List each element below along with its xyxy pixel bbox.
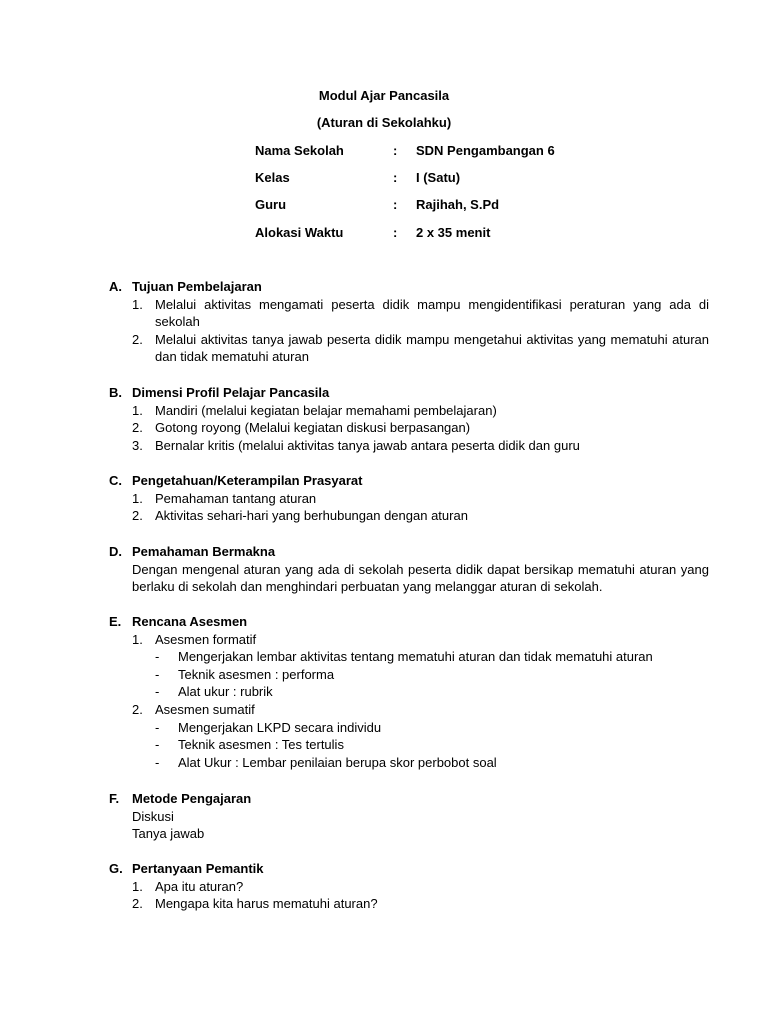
list-item-text: Melalui aktivitas mengamati peserta didik mampu mengidentifikasi peraturan yang ada di sekolah [155,296,709,330]
section-title: Dimensi Profil Pelajar Pancasila [132,385,330,400]
list-item [109,402,709,420]
section-heading [109,384,709,402]
section-heading [109,543,709,561]
list-dash: - [155,719,160,735]
document-title: Modul Ajar Pancasila [318,88,450,103]
list-item-text: Melalui aktivitas tanya jawab peserta didik mampu mengetahui aktivitas yang mematuhi aturan dan tidak mematuhi aturan [155,331,709,365]
info-colon: : [393,170,398,185]
list-number: 2. [132,508,143,524]
list-number: 2. [132,331,143,347]
list-item [109,631,709,649]
info-label: Alokasi Waktu [255,225,344,240]
list-item-text: Pemahaman tantang aturan [155,490,317,506]
list-number: 1. [132,296,143,312]
sub-list-item [109,736,709,754]
list-item-text: Asesmen formatif [155,631,257,647]
list-number: 3. [132,437,143,453]
section-heading [109,860,709,878]
sub-list-item-text: Teknik asesmen : performa [178,666,335,682]
section-trigger-questions [109,860,709,913]
list-item [109,296,709,331]
list-item [109,507,709,525]
list-number: 1. [132,631,143,647]
method-line: Diskusi [132,808,174,824]
sub-list-item-text: Mengerjakan lembar aktivitas tentang mematuhi aturan dan tidak mematuhi aturan [178,649,653,665]
list-item-text: Mengapa kita harus mematuhi aturan? [155,896,378,912]
sub-list-item-text: Alat ukur : rubrik [178,684,273,700]
section-letter: E. [109,614,122,629]
list-item [109,490,709,508]
section-letter: F. [109,791,120,806]
info-label: Nama Sekolah [255,143,344,158]
list-item [109,419,709,437]
section-letter: D. [109,544,122,559]
sub-list-item [109,719,709,737]
list-number: 1. [132,402,143,418]
list-item [109,437,709,455]
list-item [109,878,709,896]
section-pancasila-profile [109,384,709,454]
list-dash: - [155,649,160,665]
info-label: Kelas [255,170,290,185]
list-item-text: Asesmen sumatif [155,701,255,717]
section-meaningful-understanding [109,543,709,596]
list-dash: - [155,737,160,753]
list-dash: - [155,754,160,770]
section-heading [109,278,709,296]
section-title: Metode Pengajaran [132,791,252,806]
info-value: SDN Pengambangan 6 [416,143,555,158]
list-item [109,331,709,366]
info-colon: : [393,225,398,240]
info-value: I (Satu) [416,170,461,185]
list-item-text: Aktivitas sehari-hari yang berhubungan dengan aturan [155,508,468,524]
list-number: 1. [132,878,143,894]
section-title: Tujuan Pembelajaran [132,279,262,294]
sub-list-item-text: Alat Ukur : Lembar penilaian berupa skor perbobot soal [178,754,497,770]
section-heading [109,790,709,808]
list-number: 2. [132,420,143,436]
list-item-text: Apa itu aturan? [155,878,244,894]
section-title: Pengetahuan/Keterampilan Prasyarat [132,473,363,488]
section-letter: C. [109,473,122,488]
sub-list-item [109,754,709,772]
sub-list-item-text: Teknik asesmen : Tes tertulis [178,737,344,753]
list-item-text: Bernalar kritis (melalui aktivitas tanya jawab antara peserta didik dan guru [155,437,580,453]
info-value: 2 x 35 menit [416,225,491,240]
section-title: Pemahaman Bermakna [132,544,276,559]
section-teaching-method [109,790,709,843]
section-letter: G. [109,861,123,876]
section-assessment-plan [109,613,709,771]
info-colon: : [393,197,398,212]
list-dash: - [155,666,160,682]
section-prerequisite [109,472,709,525]
list-number: 2. [132,896,143,912]
sub-list-item [109,648,709,666]
section-letter: B. [109,385,122,400]
section-letter: A. [109,279,122,294]
list-item [109,895,709,913]
method-line: Tanya jawab [132,826,205,842]
section-title: Rencana Asesmen [132,614,248,629]
section-title: Pertanyaan Pemantik [132,861,264,876]
section-heading [109,472,709,490]
list-number: 2. [132,701,143,717]
info-label: Guru [255,197,287,212]
list-number: 1. [132,490,143,506]
list-item-text: Mandiri (melalui kegiatan belajar memahami pembelajaran) [155,402,497,418]
info-value: Rajihah, S.Pd [416,197,500,212]
list-dash: - [155,684,160,700]
sub-list-item [109,683,709,701]
section-learning-objectives [109,278,709,366]
info-colon: : [393,143,398,158]
sub-list-item-text: Mengerjakan LKPD secara individu [178,719,382,735]
document-subtitle: (Aturan di Sekolahku) [316,115,452,130]
list-item-text: Gotong royong (Melalui kegiatan diskusi berpasangan) [155,420,471,436]
list-item [109,701,709,719]
sub-list-item [109,666,709,684]
section-heading [109,613,709,631]
section-paragraph: Dengan mengenal aturan yang ada di sekolah peserta didik dapat bersikap mematuhi aturan yang berlaku di sekolah dan menghindari perbuatan yang melanggar aturan di sekolah. [132,561,709,595]
